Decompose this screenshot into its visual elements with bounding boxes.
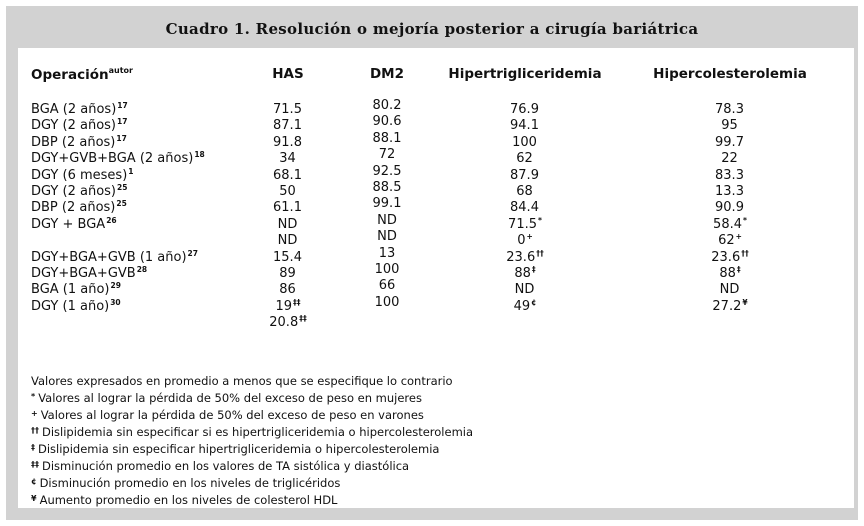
cell-dm2: ND	[377, 229, 397, 245]
cell-has: 87.1	[273, 118, 302, 134]
cell-hipertrigliceridemia: 100	[512, 134, 537, 150]
cell-dm2: 100	[374, 294, 400, 310]
footnote: ‡‡ Disminución promedio en los valores de TA sistólica y diastólica	[31, 459, 410, 473]
cell-hipertrigliceridemia: 0+	[517, 232, 533, 249]
cell-has: 91.8	[273, 134, 302, 150]
cell-hipertrigliceridemia: 49¢	[513, 297, 537, 314]
cell-hipercolesterolemia: 99.7	[715, 134, 744, 150]
cell-has: 20.8‡‡	[269, 314, 307, 331]
cell-hipercolesterolemia: 88‡	[719, 265, 741, 281]
cell-operation: DGY (2 años)$^{17}$	[31, 117, 128, 134]
table-row	[18, 212, 854, 232]
table-row	[18, 114, 854, 134]
cell-hipercolesterolemia: 13.3	[715, 184, 744, 199]
cell-has: 15.4	[273, 249, 302, 265]
footnote: ¥ Aumento promedio en los niveles de colesterol HDL	[31, 493, 338, 507]
cell-dm2: 90.6	[372, 114, 402, 130]
cell-hipercolesterolemia: 22	[721, 151, 738, 167]
cell-operation: DGY (1 año)$^{30}$	[31, 297, 121, 314]
cell-has: 19‡‡	[275, 297, 301, 314]
cell-dm2: ND	[377, 212, 397, 228]
cell-has: 34	[279, 151, 296, 167]
cell-hipertrigliceridemia: 88‡	[514, 265, 536, 281]
cell-dm2: 88.5	[372, 180, 402, 195]
cell-hipertrigliceridemia: 71.5*	[508, 215, 542, 232]
cell-hipercolesterolemia: 27.2¥	[712, 297, 748, 314]
cell-dm2: 99.1	[372, 196, 402, 212]
cell-has: 50	[279, 184, 296, 199]
cell-operation: $DGY+BGA+GVB^{28}$	[31, 265, 148, 281]
cell-dm2: 80.2	[372, 98, 402, 113]
table-frame	[6, 6, 858, 520]
cell-has: 61.1	[273, 200, 302, 216]
cell-dm2: 92.5	[372, 163, 402, 179]
cell-operation: BGA (2 años)$^{17}$	[31, 101, 128, 117]
cell-dm2: 66	[378, 278, 396, 294]
cell-hipercolesterolemia: ND	[719, 282, 740, 298]
cell-dm2: 72	[378, 147, 396, 163]
table-row	[18, 196, 854, 216]
cell-hipercolesterolemia: 83.3	[715, 167, 744, 183]
cell-hipertrigliceridemia: 87.9	[510, 167, 539, 183]
cell-dm2: 88.1	[372, 130, 402, 146]
cell-has: 68.1	[273, 167, 302, 183]
footnote: Valores expresados en promedio a menos que se especifique lo contrario	[31, 374, 453, 388]
table-row	[18, 278, 854, 298]
cell-hipertrigliceridemia	[430, 311, 620, 331]
header-hipertrigliceridemia: Hipertrigliceridemia	[448, 66, 602, 82]
header-dm2: DM2	[369, 66, 405, 82]
cell-operation: DBP (2 años)$^{17}$	[31, 133, 127, 150]
table-row	[18, 130, 854, 150]
footnote: †† Dislipidemia sin especificar si es hipertrigliceridemia o hipercolesterolemia	[31, 425, 474, 439]
cell-hipercolesterolemia	[640, 311, 820, 331]
footnote: ¢ Disminución promedio en los niveles de triglicéridos	[31, 476, 341, 490]
footnotes	[31, 372, 473, 508]
cell-hipercolesterolemia: 95	[721, 118, 738, 134]
footnote: ‡ Dislipidemia sin especificar hipertrigliceridemia o hipercolesterolemia	[31, 442, 440, 456]
cell-hipercolesterolemia: 58.4*	[713, 215, 747, 232]
cell-operation: DGY (6 meses)$^1$	[31, 166, 134, 183]
table-row	[18, 262, 854, 281]
table-row	[18, 311, 854, 331]
cell-has: 71.5	[273, 102, 302, 117]
cell-hipertrigliceridemia: ND	[514, 282, 535, 298]
cell-operation: DGY + $BGA^{26}$	[31, 215, 117, 232]
cell-operation: DGY (2 años)$^{25}$	[31, 183, 128, 199]
table-row	[18, 163, 854, 183]
header-hipercolesterolemia: Hipercolesterolemia	[653, 66, 807, 82]
cell-has: 86	[279, 282, 296, 298]
cell-has: ND	[277, 233, 298, 249]
cell-hipertrigliceridemia: 62	[516, 151, 533, 167]
table-row	[18, 98, 854, 117]
cell-operation: BGA (1 año)$^{29}$	[31, 281, 121, 298]
table-row	[18, 294, 854, 314]
cell-hipertrigliceridemia: 84.4	[510, 200, 539, 216]
cell-operation: DGY+GVB+BGA (2 años)$^{18}$	[31, 150, 205, 167]
cell-hipertrigliceridemia: 94.1	[510, 118, 539, 134]
header-has: HAS	[272, 66, 304, 82]
cell-hipercolesterolemia: 62+	[718, 232, 742, 249]
cell-hipertrigliceridemia: 68	[516, 184, 533, 199]
cell-operation: DBP (2 años)$^{25}$	[31, 199, 127, 216]
cell-hipertrigliceridemia: 23.6††	[506, 248, 544, 265]
cell-hipercolesterolemia: 78.3	[715, 102, 744, 117]
cell-has: ND	[277, 216, 298, 232]
table-row	[18, 229, 854, 249]
cell-operation	[31, 311, 32, 331]
footnote: + Valores al lograr la pérdida de 50% del exceso de peso en varones	[31, 408, 424, 422]
footnote: * Valores al lograr la pérdida de 50% del exceso de peso en mujeres	[31, 391, 422, 405]
table-row	[18, 180, 854, 199]
header-operation: Operación$^{autor}$	[31, 66, 133, 83]
cell-hipercolesterolemia: 90.9	[715, 200, 744, 216]
table-panel	[18, 48, 854, 508]
cell-hipertrigliceridemia: 76.9	[510, 102, 539, 117]
cell-has: 89	[279, 266, 296, 281]
cell-dm2: 13	[378, 245, 396, 261]
cell-operation: DGY+BGA+GVB (1 año)$^{27}$	[31, 248, 198, 265]
table-row	[18, 245, 854, 265]
cell-dm2: 100	[374, 262, 400, 277]
table-title: Cuadro 1. Resolución o mejoría posterior a cirugía bariátrica	[165, 20, 699, 38]
table-row	[18, 147, 854, 167]
cell-hipercolesterolemia: 23.6††	[711, 248, 749, 265]
